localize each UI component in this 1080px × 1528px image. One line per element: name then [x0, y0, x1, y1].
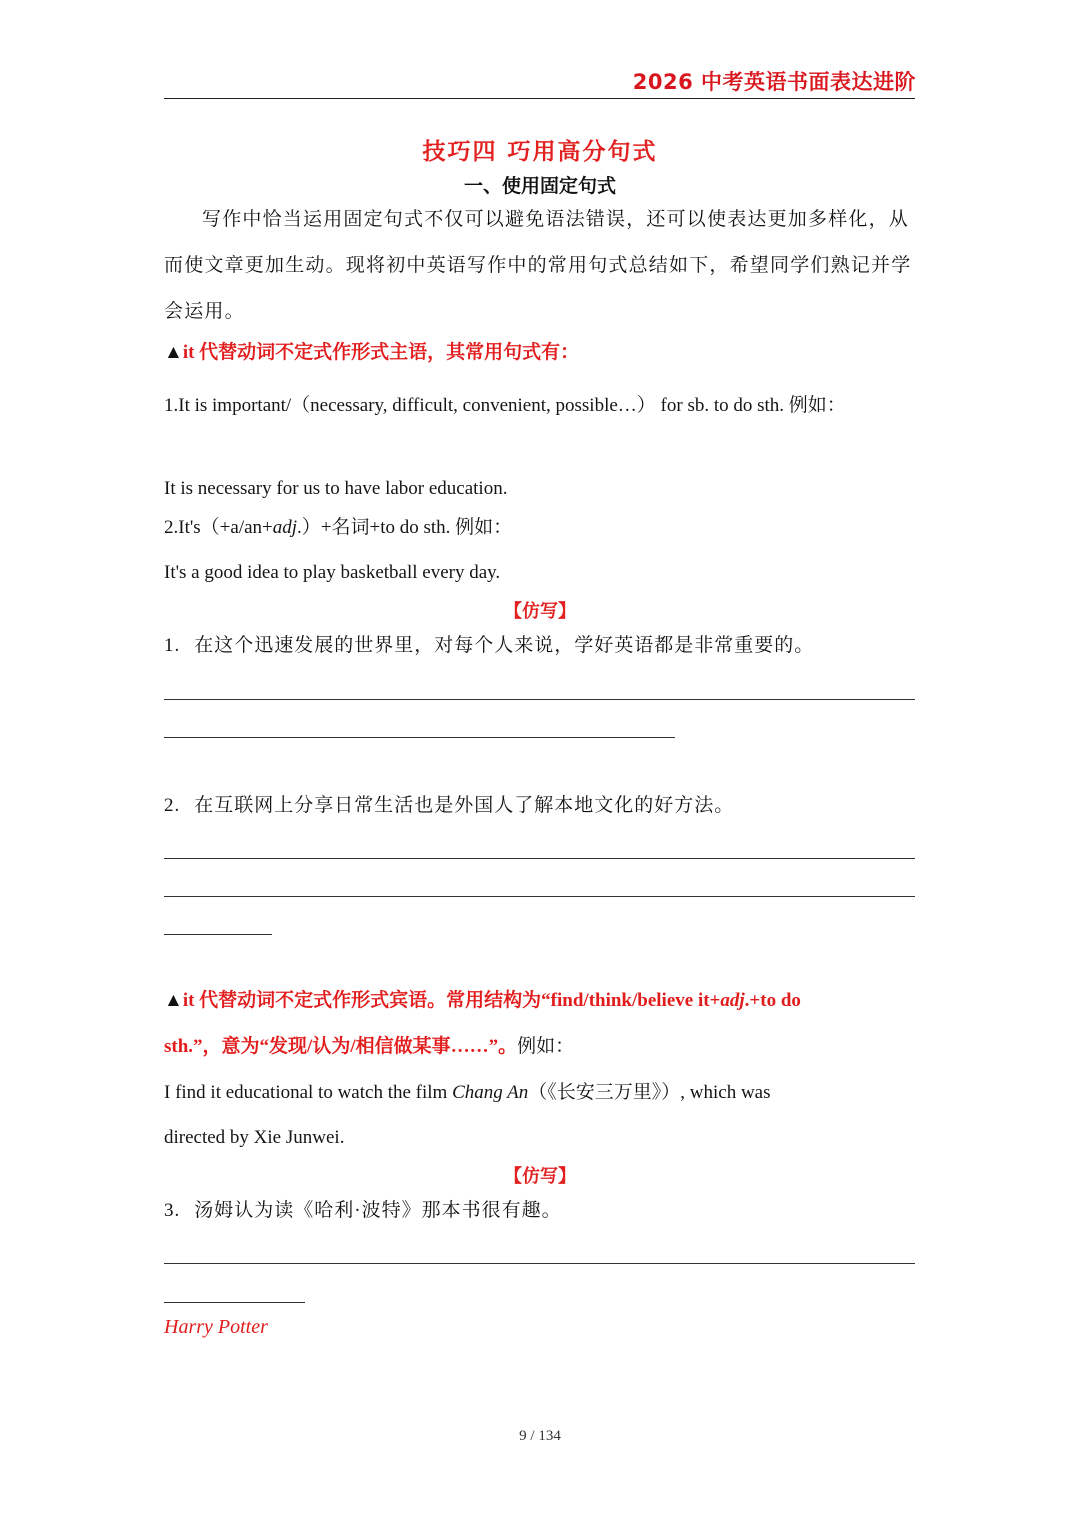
rule2-heading-adj: adj [720, 990, 745, 1011]
imitate-label: 【仿写】 [504, 1166, 576, 1187]
rule2-heading-line1 [164, 986, 924, 1016]
exercise-item [164, 1195, 562, 1222]
example-prefix: I find it educational to watch the film [164, 1082, 453, 1103]
exercise-text: 在互联网上分享日常生活也是外国人了解本地文化的好方法。 [194, 795, 735, 816]
rule2-heading-part2: .+to do [744, 990, 801, 1011]
answer-line[interactable] [164, 896, 915, 897]
exercise-item [164, 790, 734, 817]
imitate-label: 【仿写】 [504, 601, 576, 622]
answer-line[interactable] [164, 934, 272, 935]
rule1-heading [164, 338, 924, 368]
triangle-icon: ▲ [164, 342, 183, 363]
example-film: Chang An [452, 1082, 529, 1103]
exercise-number: 2. [164, 795, 181, 816]
rule2-heading-line2 [164, 1032, 924, 1062]
section-title: 一、使用固定句式 [463, 175, 616, 197]
answer-line[interactable] [164, 858, 915, 859]
exercise-text: 汤姆认为读《哈利·波特》那本书很有趣。 [194, 1200, 562, 1221]
page-number: 9 / 134 [519, 1428, 561, 1444]
rule2-heading-part1: it 代替动词不定式作形式宾语。常用结构为“find/think/believe it+ [182, 990, 721, 1011]
pattern2-prefix: 2.It's（+a/an+ [164, 517, 273, 538]
rule2-example-line2: directed by Xie Junwei. [164, 1127, 345, 1148]
exercise-number: 1. [164, 635, 181, 656]
intro-paragraph: 写作中恰当运用固定句式不仅可以避免语法错误，还可以使表达更加多样化，从而使文章更加生动。现将初中英语写作中的常用句式总结如下，希望同学们熟记并学会运用。 [164, 209, 912, 322]
header-title: 2026 中考英语书面表达进阶 [632, 70, 916, 94]
pattern2-adj: adj [272, 517, 298, 538]
pattern2-suffix: .）+名词+to do sth. 例如： [297, 517, 513, 538]
exercise-item [164, 630, 814, 657]
header-divider [164, 98, 915, 99]
answer-line[interactable] [164, 1263, 915, 1264]
rule1-heading-text: it 代替动词不定式作形式主语，其常用句式有： [182, 342, 580, 363]
triangle-icon: ▲ [164, 990, 183, 1011]
answer-line[interactable] [164, 737, 675, 738]
answer-hint: Harry Potter [164, 1316, 268, 1338]
rule1-example1: It is necessary for us to have labor education. [164, 478, 508, 499]
rule2-example-line1 [164, 1078, 924, 1108]
rule1-example2: It's a good idea to play basketball every day. [164, 562, 501, 583]
example-mid: （《长安三万里》）, which was [528, 1082, 771, 1103]
exercise-number: 3. [164, 1200, 181, 1221]
answer-line[interactable] [164, 699, 915, 700]
rule1-pattern1: 1.It is important/（necessary, difficult, convenient, possible…） for sb. to do sth. 例如： [164, 395, 846, 416]
answer-line[interactable] [164, 1302, 305, 1303]
rule2-heading-tail: 例如： [517, 1036, 575, 1057]
exercise-text: 在这个迅速发展的世界里，对每个人来说，学好英语都是非常重要的。 [194, 635, 815, 656]
rule1-pattern2 [164, 513, 512, 543]
chapter-title: 技巧四 巧用高分句式 [422, 139, 658, 165]
rule2-heading-line2-text: sth.”，意为“发现/认为/相信做某事……”。 [164, 1036, 518, 1057]
